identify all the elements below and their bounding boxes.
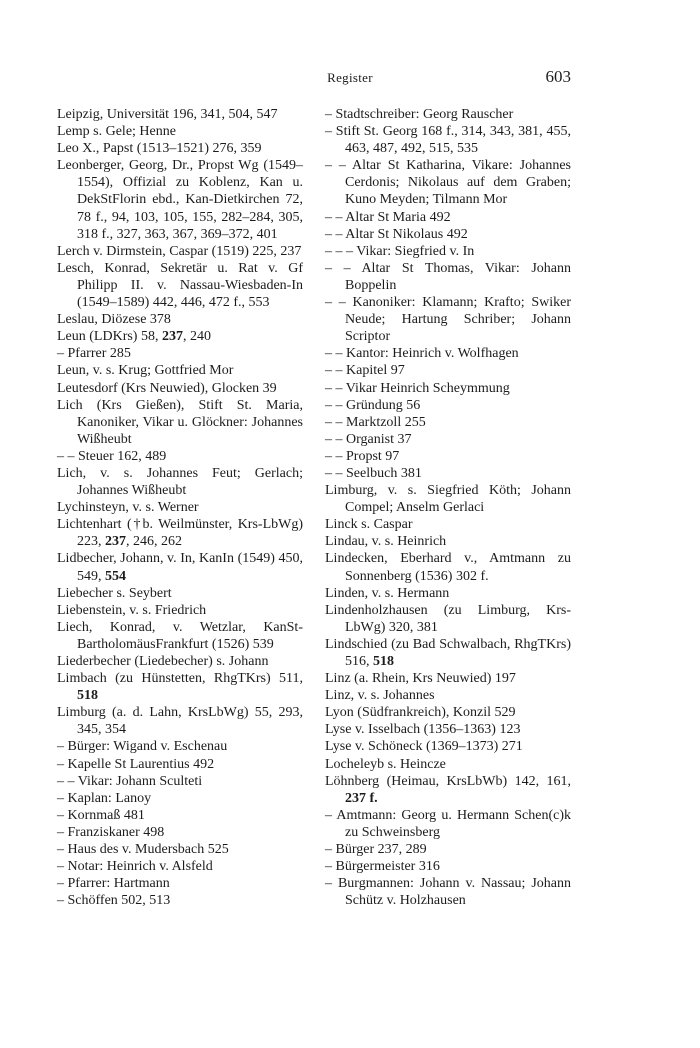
index-entry: – – Vikar: Johann Sculteti xyxy=(57,773,203,789)
index-entry: Lerch v. Dirmstein, Caspar (1519) 225, 237 xyxy=(57,243,302,259)
index-entry: Lichtenhart (†b. Weilmünster, Krs-LbWg) 223, 237, 246, 262 xyxy=(57,517,303,550)
left-column xyxy=(57,106,303,909)
index-entry: Lychinsteyn, v. s. Werner xyxy=(57,500,199,516)
index-entry: – – Seelbuch 381 xyxy=(325,465,422,481)
index-entry: Liebecher s. Seybert xyxy=(57,585,172,601)
index-entry: – – – Vikar: Siegfried v. In xyxy=(325,243,475,259)
right-column xyxy=(325,106,571,909)
index-entry: Linck s. Caspar xyxy=(325,517,413,533)
index-entry: – Haus des v. Mudersbach 525 xyxy=(57,842,229,858)
index-entry: – Stift St. Georg 168 f., 314, 343, 381, 455, 463, 487, 492, 515, 535 xyxy=(325,124,571,157)
index-entry: Liebenstein, v. s. Friedrich xyxy=(57,602,207,618)
index-entry: – Notar: Heinrich v. Alsfeld xyxy=(57,859,213,875)
index-entry: – Bürgermeister 316 xyxy=(325,859,440,875)
bold-page-reference: 518 xyxy=(77,688,98,704)
index-entry: – Schöffen 502, 513 xyxy=(57,893,171,909)
running-header: Register xyxy=(327,70,373,85)
index-entry: – – Altar St Thomas, Vikar: Johann Boppelin xyxy=(325,260,571,293)
index-entry: – Pfarrer 285 xyxy=(57,346,131,362)
index-entry: – – Gründung 56 xyxy=(325,397,421,413)
index-entry: – – Steuer 162, 489 xyxy=(57,448,167,464)
index-entry: Lidbecher, Johann, v. In, KanIn (1549) 450, 549, 554 xyxy=(57,551,303,584)
index-entry: Lindau, v. s. Heinrich xyxy=(325,534,447,550)
bold-page-reference: 554 xyxy=(105,568,126,584)
index-entry: Lindenholzhausen (zu Limburg, Krs-LbWg) 320, 381 xyxy=(325,602,571,635)
index-entry: Leo X., Papst (1513–1521) 276, 359 xyxy=(57,141,262,157)
index-entry: Leun, v. s. Krug; Gottfried Mor xyxy=(57,363,234,379)
index-entry: – – Organist 37 xyxy=(325,431,412,447)
index-entry: Liech, Konrad, v. Wetzlar, KanSt-BartholomäusFrankfurt (1526) 539 xyxy=(57,619,303,652)
index-entry: – – Altar St Katharina, Vikare: Johannes Cerdonis; Nikolaus auf dem Graben; Kuno Meyden; Tilmann Mor xyxy=(325,158,571,208)
index-entry: Leonberger, Georg, Dr., Propst Wg (1549–1554), Offizial zu Koblenz, Kan u. DekStFlorin ebd., Kan-Dietkirchen 72, 78 f., 94, 103, 105, 155, 282–284, 305, 318 f., 327, 363, 367, 369–372, 401 xyxy=(57,158,303,242)
index-entry: – Amtmann: Georg u. Hermann Schen(c)k zu Schweinsberg xyxy=(325,807,571,840)
index-entry: Linz, v. s. Johannes xyxy=(325,688,435,704)
index-entry: – – Kantor: Heinrich v. Wolfhagen xyxy=(325,346,519,362)
bold-page-reference: 237 xyxy=(161,329,183,345)
index-entry: Lyse v. Schöneck (1369–1373) 271 xyxy=(325,739,523,755)
index-entry: Lich (Krs Gießen), Stift St. Maria, Kanoniker, Vikar u. Glöckner: Johannes Wißheubt xyxy=(57,397,303,447)
index-entry: – – Kanoniker: Klamann; Krafto; Swiker Neude; Hartung Schriber; Johann Scriptor xyxy=(325,295,571,345)
index-entry: Linz (a. Rhein, Krs Neuwied) 197 xyxy=(325,671,516,687)
index-entry: – – Altar St Maria 492 xyxy=(325,209,451,225)
index-entry: – – Vikar Heinrich Scheymmung xyxy=(325,380,510,396)
index-entry: – – Marktzoll 255 xyxy=(325,414,426,430)
index-entry: Leutesdorf (Krs Neuwied), Glocken 39 xyxy=(57,380,277,396)
index-entry: Liederbecher (Liedebecher) s. Johann xyxy=(57,654,269,669)
index-entry: – Bürger: Wigand v. Eschenau xyxy=(57,739,228,755)
index-entry: Lemp s. Gele; Henne xyxy=(57,124,176,140)
index-entry: – Pfarrer: Hartmann xyxy=(57,876,170,892)
index-entry: Linden, v. s. Hermann xyxy=(325,585,450,601)
index-entry: – Franziskaner 498 xyxy=(57,824,165,840)
index-entry: – Kornmaß 481 xyxy=(57,807,145,823)
index-entry: – – Altar St Nikolaus 492 xyxy=(325,226,468,242)
index-entry: – Kapelle St Laurentius 492 xyxy=(57,756,215,772)
index-entry: Limburg (a. d. Lahn, KrsLbWg) 55, 293, 345, 354 xyxy=(57,705,303,738)
index-entry: Limburg, v. s. Siegfried Köth; Johann Compel; Anselm Gerlaci xyxy=(325,483,571,516)
index-entry: – Stadtschreiber: Georg Rauscher xyxy=(325,107,514,122)
bold-page-reference: 237 xyxy=(105,534,126,550)
bold-page-reference: 518 xyxy=(373,654,394,669)
index-entry: Lesch, Konrad, Sekretär u. Rat v. Gf Philipp II. v. Nassau-Wiesbaden-In (1549–1589) 442, 446, 472 f., 553 xyxy=(57,260,303,311)
index-entry: Lindecken, Eberhard v., Amtmann zu Sonnenberg (1536) 302 f. xyxy=(325,551,571,584)
index-entry: Leun (LDKrs) 58, 237, 240 xyxy=(57,329,211,345)
index-entry: Löhnberg (Heimau, KrsLbWb) 142, 161, 237 f. xyxy=(325,773,571,806)
page-number: 603 xyxy=(545,67,571,86)
index-entry: – – Kapitel 97 xyxy=(325,363,405,379)
index-entry: Lyse v. Isselbach (1356–1363) 123 xyxy=(325,722,521,738)
index-entry: Leipzig, Universität 196, 341, 504, 547 xyxy=(57,107,278,122)
index-entry: Lyon (Südfrankreich), Konzil 529 xyxy=(325,705,516,721)
bold-page-reference: 237 f. xyxy=(345,790,378,806)
index-entry: Limbach (zu Hünstetten, RhgTKrs) 511, 518 xyxy=(57,671,303,704)
index-entry: – Kaplan: Lanoy xyxy=(57,790,152,806)
index-entry: – Burgmannen: Johann v. Nassau; Johann Schütz v. Holzhausen xyxy=(325,876,571,909)
index-entry: Lindschied (zu Bad Schwalbach, RhgTKrs) 516, 518 xyxy=(325,636,571,669)
index-entry: – Bürger 237, 289 xyxy=(325,842,427,858)
index-entry: Locheleyb s. Heincze xyxy=(325,756,446,772)
index-entry: Lich, v. s. Johannes Feut; Gerlach; Johannes Wißheubt xyxy=(57,465,303,499)
index-entry: – – Propst 97 xyxy=(325,448,400,464)
index-entry: Leslau, Diözese 378 xyxy=(57,312,171,328)
